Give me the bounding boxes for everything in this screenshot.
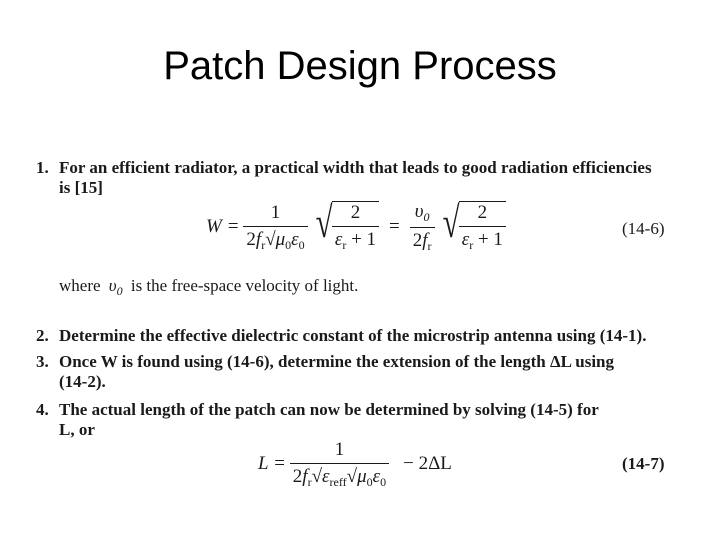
eq1-frac1-num: 1: [270, 201, 281, 223]
step-3-text: Once W is found using (14-6), determine the extension of the length ΔL using: [59, 352, 615, 371]
eq2-lhs: L =: [258, 453, 286, 474]
eq1-sqrt-1: [312, 198, 383, 253]
step-4-text-cont: L, or: [59, 420, 95, 439]
equation-14-6: [206, 198, 510, 256]
eq1-frac1-den: $2f_r√\mu_0\varepsilon_0$: [243, 226, 307, 253]
where-symbol: $\upsilon_0$: [108, 276, 123, 298]
eq2-frac-den: $2f_r√\varepsilon_{reff}√\mu_0\varepsilon_0$: [290, 463, 389, 490]
radical-icon: √: [315, 198, 333, 247]
eq1-equals: =: [389, 216, 400, 237]
step-1-text: For an efficient radiator, a practical width that leads to good radiation efficiencies: [59, 158, 652, 177]
page-title: Patch Design Process: [163, 44, 557, 88]
eq1-sqrt2-den: $\varepsilon_r + 1$: [459, 226, 506, 253]
where-post: is the free-space velocity of light.: [130, 276, 359, 295]
eq1-sqrt2-num: 2: [477, 202, 488, 223]
eq1-sqrt1-den: $\varepsilon_r + 1$: [332, 226, 379, 253]
eq1-number: (14-6): [622, 219, 665, 238]
eq1-fraction-2: [410, 201, 435, 254]
eq1-sqrt1-num: 2: [350, 202, 361, 223]
step-2-text: Determine the effective dielectric constant of the microstrip antenna using (14-1).: [59, 326, 647, 345]
eq2-frac-num: 1: [334, 438, 345, 460]
eq2-number: (14-7): [622, 454, 665, 473]
step-2-number: 2.: [36, 326, 49, 345]
eq1-sqrt-2: [439, 198, 510, 253]
eq2-tail: − 2ΔL: [403, 453, 452, 474]
step-1-number: 1.: [36, 158, 49, 177]
eq1-frac2-den: $2f_r$: [410, 227, 435, 254]
equation-14-7: [258, 436, 452, 492]
step-1-text-cont: is [15]: [59, 178, 103, 197]
where-clause: [59, 276, 358, 301]
eq1-lhs: W =: [206, 216, 240, 237]
eq1-frac2-num: $\upsilon_0$: [414, 200, 430, 224]
radical-icon: √: [442, 198, 460, 247]
step-4-number: 4.: [36, 400, 49, 419]
step-3-number: 3.: [36, 352, 49, 371]
eq1-fraction-1: [243, 202, 307, 253]
where-pre: where: [59, 276, 101, 295]
eq2-fraction: [290, 439, 389, 490]
step-4-text: The actual length of the patch can now be determined by solving (14-5) for: [59, 400, 599, 419]
step-3-text-cont: (14-2).: [59, 372, 106, 391]
